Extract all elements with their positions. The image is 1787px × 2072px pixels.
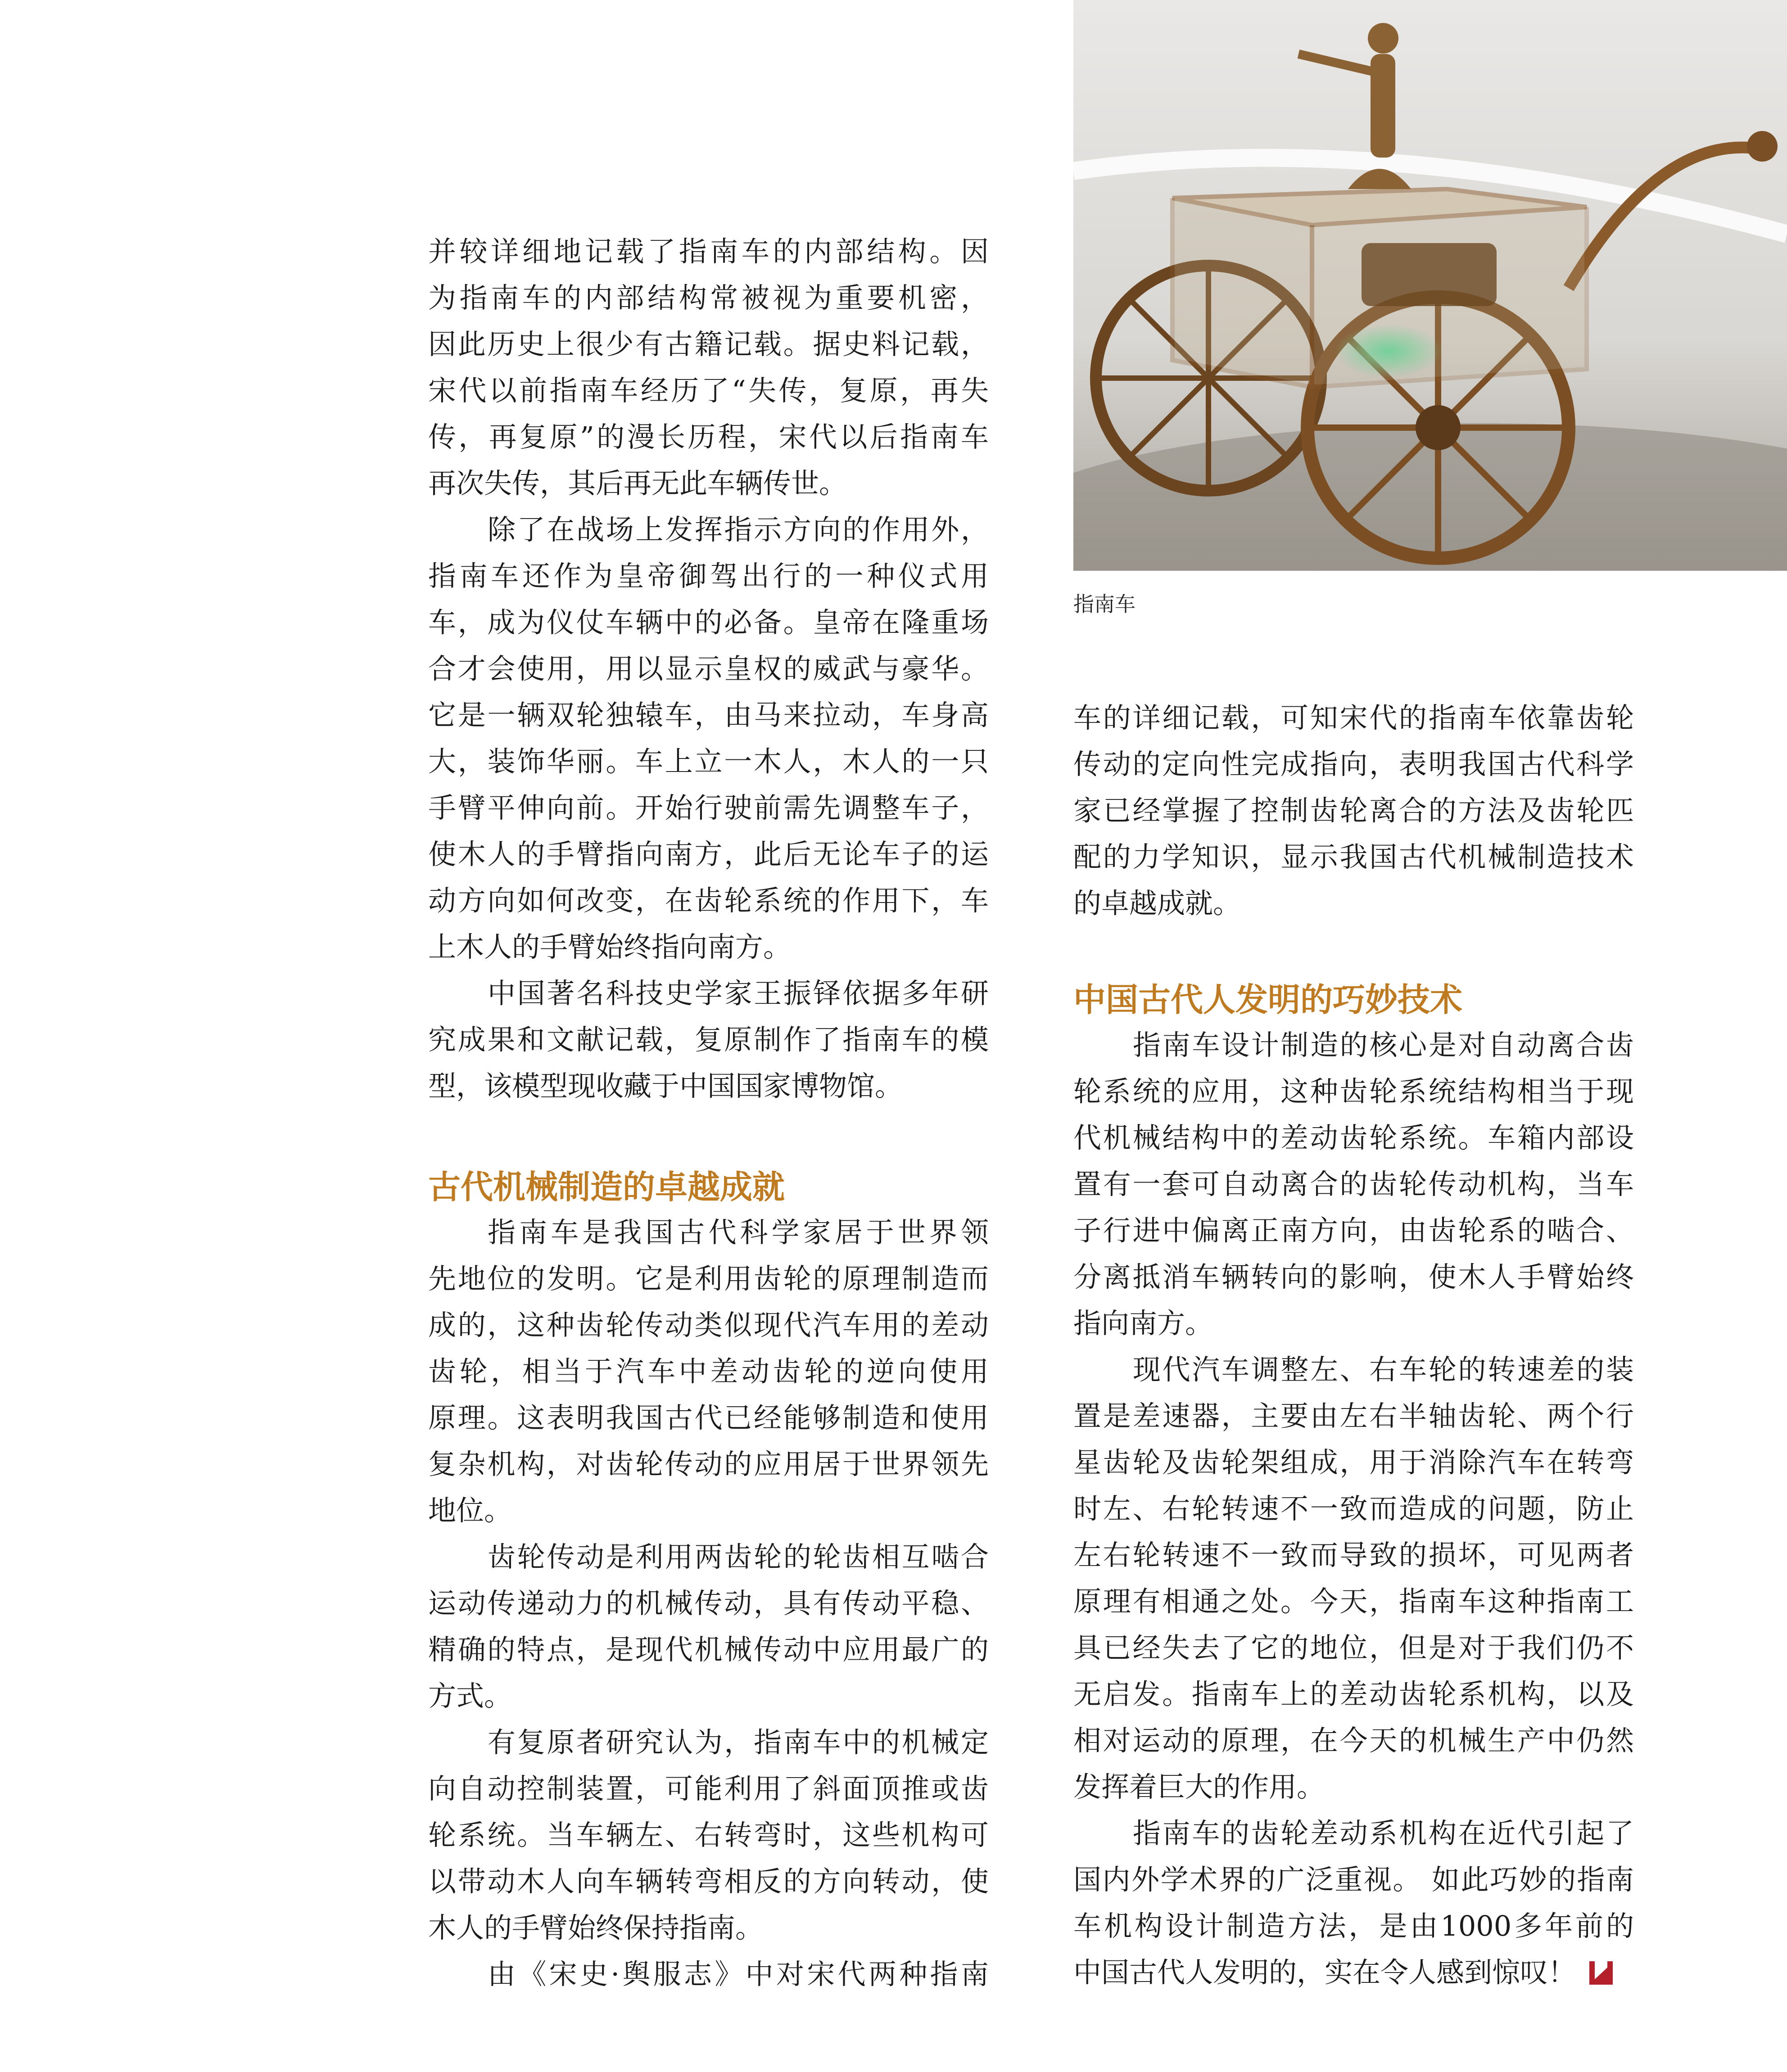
body-text-before-heading (1073, 695, 1634, 926)
text-line: 原理。这表明我国古代已经能够制造和使用 (428, 1401, 989, 1434)
text-line: 有复原者研究认为，指南车中的机械定 (488, 1726, 989, 1759)
text-line: 时左、右轮转速不一致而造成的问题，防止 (1073, 1492, 1634, 1525)
photo-caption: 指南车 (1073, 592, 1136, 616)
text-line-row (1073, 834, 1634, 880)
text-line: 运动传递动力的机械传动，具有传动平稳、 (428, 1587, 989, 1620)
text-line-row (428, 1487, 989, 1534)
text-line-row (428, 785, 989, 831)
left-column (428, 228, 989, 1997)
text-line-row (1073, 695, 1634, 741)
text-line-row (428, 1395, 989, 1441)
text-line-row (428, 1063, 989, 1109)
text-line: 轮系统的应用，这种齿轮系统结构相当于现 (1073, 1075, 1634, 1108)
text-line-row (1073, 1625, 1634, 1671)
text-line: 合才会使用，用以显示皇权的威武与豪华。 (428, 652, 989, 685)
text-line: 以带动木人向车辆转弯相反的方向转动，使 (428, 1865, 989, 1898)
text-line-row (1073, 880, 1634, 926)
text-line-row (428, 646, 989, 692)
text-line-row (428, 1441, 989, 1487)
text-line-row (428, 1765, 989, 1812)
text-line: 成的，这种齿轮传动类似现代汽车用的差动 (428, 1309, 989, 1341)
text-line: 轮系统。当车辆左、右转弯时，这些机构可 (428, 1819, 989, 1851)
text-line: 代机械结构中的差动齿轮系统。车箱内部设 (1073, 1121, 1634, 1154)
text-line-row (428, 1626, 989, 1673)
text-line: 再次失传，其后再无此车辆传世。 (428, 467, 847, 500)
text-line-row (428, 367, 989, 414)
text-line-row (1073, 1485, 1634, 1532)
text-line-row (1073, 1346, 1634, 1393)
section-heading: 中国古代人发明的巧妙技术 (1073, 981, 1463, 1019)
text-line-row (428, 599, 989, 646)
text-line-row (1073, 1532, 1634, 1578)
text-line: 并较详细地记载了指南车的内部结构。因 (428, 235, 989, 268)
text-line: 指南车设计制造的核心是对自动离合齿 (1133, 1029, 1634, 1061)
paragraph (428, 970, 989, 1109)
text-line-row (1073, 1949, 1634, 1995)
paragraph (1073, 1810, 1634, 1995)
text-line-row (428, 1812, 989, 1858)
right-column (1073, 695, 1634, 1995)
text-line: 的卓越成就。 (1073, 887, 1241, 920)
text-line-row (1073, 1717, 1634, 1764)
text-line: 指南车的齿轮差动系机构在近代引起了 (1133, 1817, 1634, 1850)
text-line: 置有一套可自动离合的齿轮传动机构，当车 (1073, 1168, 1634, 1201)
text-line-row (428, 460, 989, 506)
text-line: 复杂机构，对齿轮传动的应用居于世界领先 (428, 1448, 989, 1481)
text-line: 家已经掌握了控制齿轮离合的方法及齿轮匹 (1073, 794, 1634, 827)
text-line-row (1073, 1254, 1634, 1300)
text-line-row (428, 275, 989, 321)
photo-south-pointing-chariot (1073, 0, 1787, 571)
text-line: 中国古代人发明的，实在令人感到惊叹！ (1073, 1956, 1576, 1989)
body-text-after-heading (1073, 1022, 1634, 1995)
text-line: 车机构设计制造方法，是由1000多年前的 (1073, 1909, 1634, 1942)
text-line-row (428, 414, 989, 460)
text-line-row (428, 1016, 989, 1063)
text-line: 车的详细记载，可知宋代的指南车依靠齿轮 (1073, 701, 1634, 734)
text-line-row (428, 1580, 989, 1626)
text-line: 传，再复原”的漫长历程，宋代以后指南车 (428, 420, 989, 453)
text-line-row (1073, 1810, 1634, 1856)
text-line: 使木人的手臂指向南方，此后无论车子的运 (428, 838, 989, 871)
text-line-row (1073, 1207, 1634, 1254)
text-line: 大，装饰华丽。车上立一木人，木人的一只 (428, 745, 989, 778)
text-line: 上木人的手臂始终指向南方。 (428, 930, 792, 963)
text-line: 传动的定向性完成指向，表明我国古代科学 (1073, 748, 1634, 781)
text-line-row (428, 553, 989, 599)
text-line-row (428, 1905, 989, 1951)
text-line: 星齿轮及齿轮架组成，用于消除汽车在转弯 (1073, 1446, 1634, 1479)
text-line-row (428, 1858, 989, 1905)
text-line-row (1073, 1115, 1634, 1161)
text-line: 子行进中偏离正南方向，由齿轮系的啮合、 (1073, 1214, 1634, 1247)
body-text-before-heading (428, 228, 989, 1109)
text-line: 发挥着巨大的作用。 (1073, 1770, 1325, 1803)
text-line-row (428, 924, 989, 970)
text-line: 型，该模型现收藏于中国国家博物馆。 (428, 1070, 903, 1102)
text-line: 究成果和文献记载，复原制作了指南车的模 (428, 1023, 989, 1056)
text-line: 置是差速器，主要由左右半轴齿轮、两个行 (1073, 1399, 1634, 1432)
text-line: 因此历史上很少有古籍记载。据史料记载， (428, 328, 989, 361)
text-line-row (1073, 787, 1634, 834)
text-line: 配的力学知识，显示我国古代机械制造技术 (1073, 840, 1634, 873)
text-line: 除了在战场上发挥指示方向的作用外， (488, 513, 989, 546)
text-line-row (1073, 1068, 1634, 1115)
paragraph (1073, 1346, 1634, 1810)
text-line: 车，成为仪仗车辆中的必备。皇帝在隆重场 (428, 606, 989, 639)
text-line: 木人的手臂始终保持指南。 (428, 1911, 764, 1944)
text-line-row (428, 877, 989, 924)
text-line-row (1073, 1856, 1634, 1903)
text-line: 国内外学术界的广泛重视。 如此巧妙的指南 (1073, 1863, 1634, 1896)
text-line-row (428, 228, 989, 275)
text-line-row (428, 1951, 989, 1997)
text-line-row (1073, 1764, 1634, 1810)
text-line: 指南车是我国古代科学家居于世界领 (488, 1216, 989, 1249)
text-line-row (1073, 1578, 1634, 1625)
text-line-row (1073, 1393, 1634, 1439)
text-line-row (428, 506, 989, 553)
text-line-row (428, 692, 989, 738)
text-line-row (428, 1534, 989, 1580)
text-line-row (428, 1255, 989, 1302)
text-line-row (1073, 1022, 1634, 1068)
text-line: 分离抵消车辆转向的影响，使木人手臂始终 (1073, 1260, 1634, 1293)
text-line-row (1073, 741, 1634, 787)
text-line-row (1073, 1903, 1634, 1949)
paragraph (1073, 695, 1634, 926)
body-text-after-heading (428, 1209, 989, 1997)
text-line: 宋代以前指南车经历了“失传，复原，再失 (428, 374, 989, 407)
text-line: 方式。 (428, 1679, 512, 1712)
text-line: 它是一辆双轮独辕车，由马来拉动，车身高 (428, 699, 989, 731)
text-line: 手臂平伸向前。开始行驶前需先调整车子， (428, 791, 989, 824)
paragraph (1073, 1022, 1634, 1346)
text-line-row (1073, 1300, 1634, 1346)
paragraph (428, 1209, 989, 1534)
text-line: 指向南方。 (1073, 1307, 1213, 1340)
paragraph (428, 1951, 989, 1997)
section-heading: 古代机械制造的卓越成就 (428, 1168, 785, 1206)
text-line: 中国著名科技史学家王振铎依据多年研 (488, 977, 989, 1010)
paragraph (428, 1719, 989, 1951)
text-line-row (1073, 1439, 1634, 1485)
text-line-row (428, 321, 989, 367)
text-line: 齿轮，相当于汽车中差动齿轮的逆向使用 (428, 1355, 989, 1388)
text-line: 齿轮传动是利用两齿轮的轮齿相互啮合 (488, 1540, 989, 1573)
text-line-row (428, 1719, 989, 1765)
text-line-row (428, 1209, 989, 1255)
text-line: 指南车还作为皇帝御驾出行的一种仪式用 (428, 560, 989, 592)
text-line: 动方向如何改变，在齿轮系统的作用下，车 (428, 884, 989, 917)
paragraph (428, 1534, 989, 1719)
text-line: 具已经失去了它的地位，但是对于我们仍不 (1073, 1631, 1634, 1664)
end-of-article-icon (1589, 1952, 1613, 1975)
text-line-row (428, 970, 989, 1016)
text-line-row (428, 1348, 989, 1395)
text-line: 左右轮转速不一致而导致的损坏，可见两者 (1073, 1539, 1634, 1571)
text-line: 相对运动的原理，在今天的机械生产中仍然 (1073, 1724, 1634, 1757)
text-line: 为指南车的内部结构常被视为重要机密， (428, 281, 989, 314)
text-line: 向自动控制装置，可能利用了斜面顶推或齿 (428, 1772, 989, 1805)
text-line-row (428, 1673, 989, 1719)
text-line: 精确的特点，是现代机械传动中应用最广的 (428, 1633, 989, 1666)
text-line-row (428, 738, 989, 785)
paragraph (428, 506, 989, 970)
text-line-row (428, 1302, 989, 1348)
text-line-row (428, 831, 989, 877)
text-line: 现代汽车调整左、右车轮的转速差的装 (1133, 1353, 1634, 1386)
text-line: 由《宋史·舆服志》中对宋代两种指南 (488, 1958, 989, 1991)
text-line-row (1073, 1161, 1634, 1207)
text-line: 无启发。指南车上的差动齿轮系机构，以及 (1073, 1678, 1634, 1711)
paragraph (428, 228, 989, 506)
text-line: 原理有相通之处。今天，指南车这种指南工 (1073, 1585, 1634, 1618)
text-line: 先地位的发明。它是利用齿轮的原理制造而 (428, 1262, 989, 1295)
text-line-row (1073, 1671, 1634, 1717)
text-line: 地位。 (428, 1494, 512, 1527)
